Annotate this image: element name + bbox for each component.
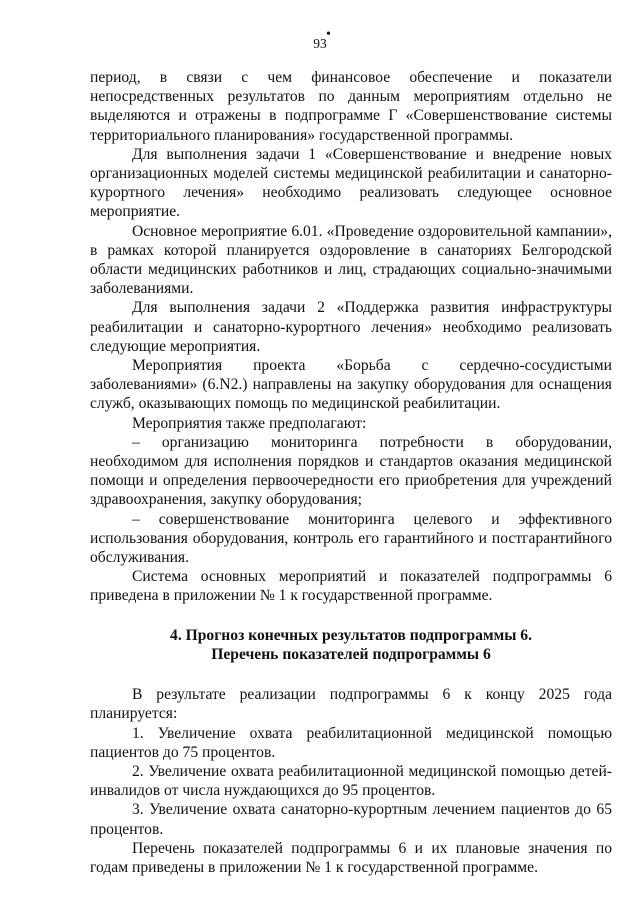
paragraph: Система основных мероприятий и показателей подпрограммы 6 приведена в приложении № 1 к государственной программе.	[90, 568, 612, 605]
paragraph: Для выполнения задачи 2 «Поддержка развития инфраструктуры реабилитации и санаторно-курортного лечения» необходимо реализовать следующие мероприятия.	[90, 299, 612, 355]
paragraph: Для выполнения задачи 1 «Совершенствование и внедрение новых организационных моделей системы медицинской реабилитации и санаторно-курортного лечения» необходимо реализовать следующее основное мероприятие.	[90, 145, 612, 221]
list-item: – совершенствование мониторинга целевого и эффективного использования оборудования, контроль его гарантийного и постгарантийного обслуживания.	[90, 510, 612, 567]
paragraph: период, в связи с чем финансовое обеспечение и показатели непосредственных результатов по данным мероприятиям отдельно не выделяются и отражены в подпрограмме Г «Совершенствование системы территориального планирования» государственной программы.	[90, 69, 612, 144]
paragraph: Мероприятия проекта «Борьба с сердечно-сосудистыми заболеваниями» (6.N2.) направлены на закупку оборудования для оснащения служб, оказывающих помощь по медицинской реабилитации.	[90, 357, 612, 413]
list-item: – организацию мониторинга потребности в оборудовании, необходимом для исполнения порядков и стандартов оказания медицинской помощи и определения первоочередности его приобретения для учреждений здравоохранения, закупку оборудования;	[90, 433, 612, 509]
result-item: 2. Увеличение охвата реабилитационной медицинской помощью детей-инвалидов от числа нуждающихся до 95 процентов.	[90, 762, 612, 800]
paragraph: Основное мероприятие 6.01. «Проведение оздоровительной кампании», в рамках которой планируется оздоровление в санаториях Белгородской области медицинских работников и лиц, страдающих социально-значимыми заболеваниями.	[90, 222, 612, 298]
page-number: 93	[313, 36, 327, 51]
paragraph: Мероприятия также предполагают:	[132, 414, 367, 432]
paragraph: В результате реализации подпрограммы 6 к концу 2025 года планируется:	[90, 686, 612, 723]
scan-mark: •	[326, 27, 331, 42]
result-item: 1. Увеличение охвата реабилитационной медицинской помощью пациентов до 75 процентов.	[90, 724, 612, 761]
document-body	[90, 68, 612, 877]
result-item: 3. Увеличение охвата санаторно-курортным лечением пациентов до 65 процентов.	[90, 801, 612, 838]
paragraph: Перечень показателей подпрограммы 6 и их плановые значения по годам приведены в приложении № 1 к государственной программе.	[90, 839, 612, 876]
section-heading-line1: 4. Прогноз конечных результатов подпрограммы 6.	[170, 626, 532, 644]
section-heading-line2: Перечень показателей подпрограммы 6	[211, 645, 491, 663]
